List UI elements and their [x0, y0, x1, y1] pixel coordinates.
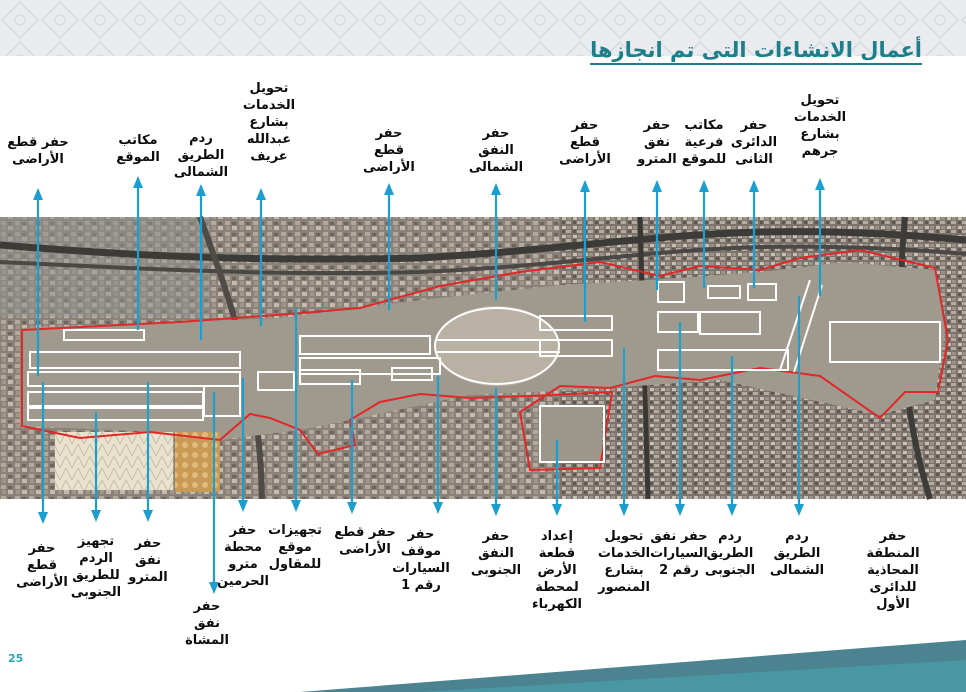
label-south-tunnel: حفر النفق الجنوبى — [470, 529, 522, 578]
label-second-ring-road: حفر الدائرى الثانى — [730, 118, 778, 167]
label-north-road-backfill-bottom: ردم الطريق الشمالى — [769, 529, 825, 578]
label-south-road-backfill: ردم الطريق الجنوبى — [704, 529, 756, 578]
label-excavation-land-lots-1: حفر قطع الأراضى — [7, 135, 69, 167]
label-metro-tunnel-bottom: حفر نفق المترو — [128, 536, 168, 585]
slide-title: أعمال الانشاءات التى تم انجازها — [590, 38, 922, 65]
label-abdullah-arif-utilities: تحويل الخدمات بشارع عبدالله عريف — [242, 81, 296, 164]
label-north-tunnel: حفر النفق الشمالى — [468, 126, 524, 175]
label-excavation-land-lots-5: حفر قطع الأراضى — [334, 525, 396, 557]
label-site-offices: مكاتب الموقع — [116, 133, 160, 165]
label-excavation-land-lots-2: حفر قطع الأراضى — [363, 126, 415, 175]
label-sub-site-offices: مكاتب فرعية للموقع — [681, 118, 727, 167]
label-jarham-utilities: تحويل الخدمات بشارع جرهم — [793, 93, 847, 159]
page-number: 25 — [8, 652, 24, 665]
label-vehicle-tunnel-no2: حفر نفق السيارات رقم 2 — [650, 529, 708, 578]
label-excavation-land-lots-4: حفر قطع الأراضى — [16, 541, 68, 590]
label-power-station-plot: إعداد قطعة الأرض لمحطة الكهرباء — [532, 529, 582, 612]
label-contractor-site-setup: تجهيزات موقع للمقاول — [268, 523, 322, 572]
label-parking-no1: حفر موقف السيارات رقم 1 — [392, 527, 450, 593]
label-first-ring-road-area: حفر المنطقة المحاذية للدائرى الأول — [866, 529, 920, 612]
label-south-road-fill-prep: تجهيز الردم للطريق الجنوبى — [70, 534, 122, 600]
label-metro-tunnel-top: حفر نفق المترو — [637, 118, 677, 167]
label-excavation-land-lots-3: حفر قطع الأراضى — [559, 118, 611, 167]
label-haramain-metro-station: حفر محطة مترو الحرمين — [217, 523, 269, 589]
label-mansour-utilities: تحويل الخدمات بشارع المنصور — [597, 529, 651, 595]
label-pedestrian-tunnel: حفر نفق المشاة — [185, 599, 229, 648]
label-north-road-backfill: ردم الطريق الشمالى — [173, 131, 229, 180]
